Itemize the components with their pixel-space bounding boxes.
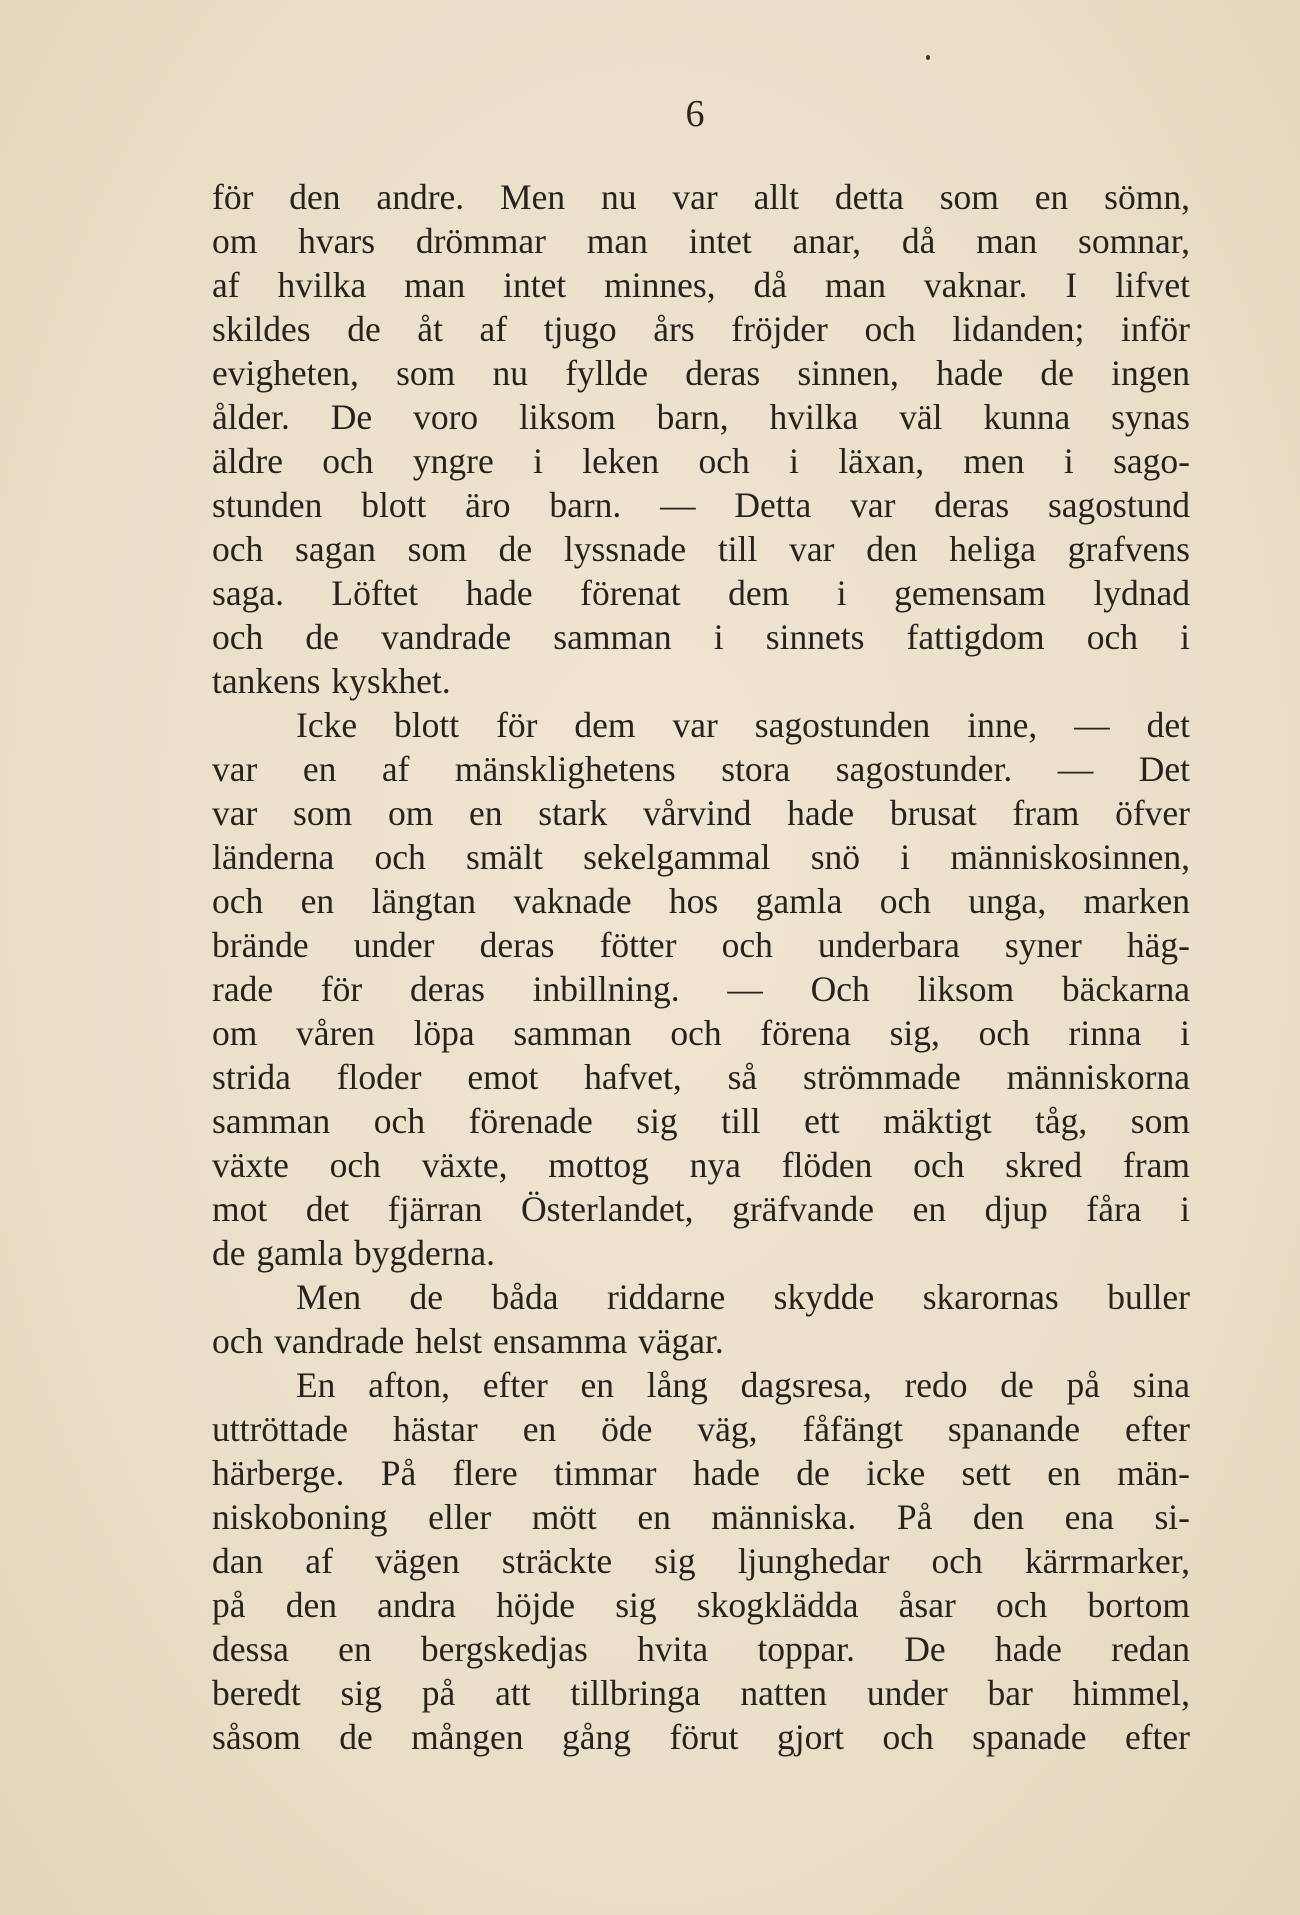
text-line: och en längtan vaknade hos gamla och unga, marken (212, 881, 1190, 921)
text-line: dessa en bergskedjas hvita toppar. De hade redan (212, 1629, 1190, 1669)
text-line: Icke blott för dem var sagostunden inne, — det (296, 705, 1190, 745)
text-line: beredt sig på att tillbringa natten under bar himmel, (212, 1673, 1190, 1713)
text-line: evigheten, som nu fyllde deras sinnen, hade de ingen (212, 353, 1190, 393)
text-line: skildes de åt af tjugo års fröjder och lidanden; inför (212, 309, 1190, 349)
text-line: niskoboning eller mött en människa. På den ena si- (212, 1497, 1190, 1537)
print-speck (926, 55, 930, 60)
text-line: stunden blott äro barn. — Detta var deras sagostund (212, 485, 1190, 525)
body-text (212, 175, 1190, 1759)
text-line: och vandrade helst ensamma vägar. (212, 1321, 724, 1361)
text-line: om hvars drömmar man intet anar, då man somnar, (212, 221, 1190, 261)
text-line: samman och förenade sig till ett mäktigt tåg, som (212, 1101, 1190, 1141)
text-line: var en af mänsklighetens stora sagostunder. — Det (212, 749, 1190, 789)
page-number: 6 (685, 93, 705, 135)
text-line: på den andra höjde sig skogklädda åsar och bortom (212, 1585, 1190, 1625)
text-line: brände under deras fötter och underbara syner häg- (212, 925, 1190, 965)
text-line: af hvilka man intet minnes, då man vaknar. I lifvet (212, 265, 1190, 305)
text-line: var som om en stark vårvind hade brusat fram öfver (212, 793, 1190, 833)
text-line: strida floder emot hafvet, så strömmade människorna (212, 1057, 1190, 1097)
text-line: dan af vägen sträckte sig ljunghedar och kärrmarker, (212, 1541, 1190, 1581)
text-line: En afton, efter en lång dagsresa, redo de på sina (296, 1365, 1190, 1405)
text-line: rade för deras inbillning. — Och liksom bäckarna (212, 969, 1190, 1009)
text-line: ålder. De voro liksom barn, hvilka väl kunna synas (212, 397, 1190, 437)
text-line: Men de båda riddarne skydde skarornas buller (296, 1277, 1190, 1317)
text-line: uttröttade hästar en öde väg, fåfängt spanande efter (212, 1409, 1190, 1449)
text-line: om våren löpa samman och förena sig, och rinna i (212, 1013, 1190, 1053)
text-line: de gamla bygderna. (212, 1233, 495, 1273)
text-line: mot det fjärran Österlandet, gräfvande en djup fåra i (212, 1189, 1190, 1229)
text-line: äldre och yngre i leken och i läxan, men i sago- (212, 441, 1190, 481)
text-line: och sagan som de lyssnade till var den heliga grafvens (212, 529, 1190, 569)
text-line: saga. Löftet hade förenat dem i gemensam lydnad (212, 573, 1190, 613)
text-line: växte och växte, mottog nya flöden och skred fram (212, 1145, 1190, 1185)
text-line: och de vandrade samman i sinnets fattigdom och i (212, 617, 1190, 657)
text-line: härberge. På flere timmar hade de icke sett en män- (212, 1453, 1190, 1493)
text-line: länderna och smält sekelgammal snö i människosinnen, (212, 837, 1190, 877)
text-line: såsom de mången gång förut gjort och spanade efter (212, 1717, 1190, 1757)
text-line: för den andre. Men nu var allt detta som en sömn, (212, 177, 1190, 217)
text-line: tankens kyskhet. (212, 661, 451, 701)
